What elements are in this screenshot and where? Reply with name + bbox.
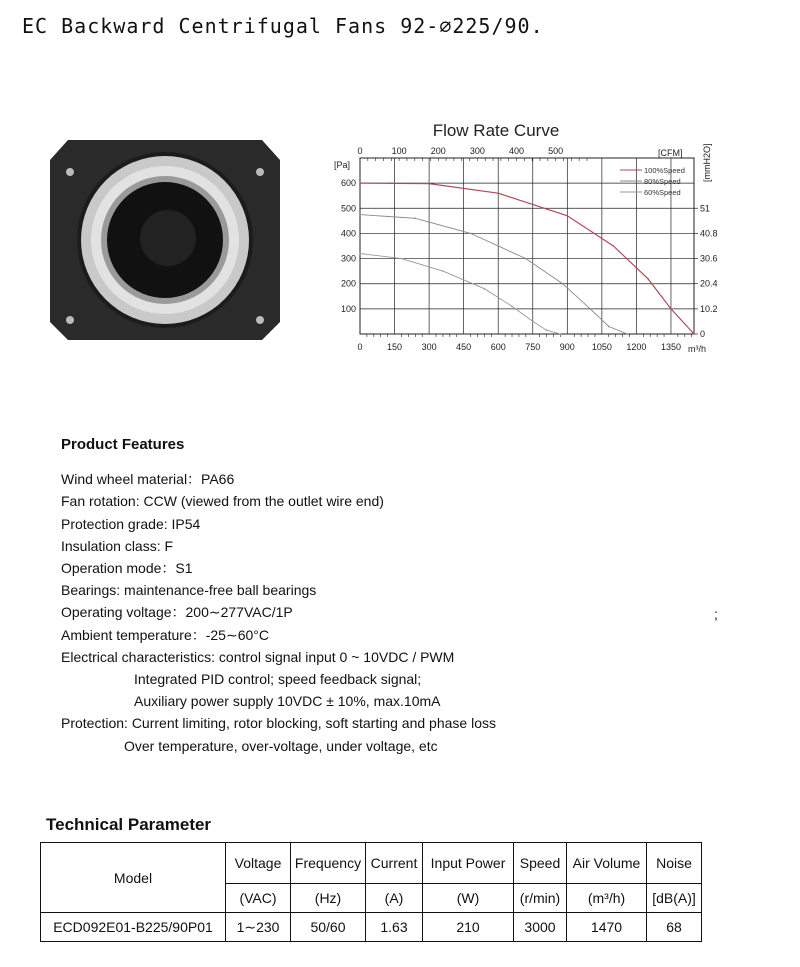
data-point [470, 233, 472, 235]
feature-line: Operating voltage：200∼277VAC/1P [61, 604, 293, 621]
bottom-tick-label: 1200 [626, 342, 647, 352]
data-point [428, 183, 430, 185]
unit-cell: (W) [423, 884, 514, 913]
right-tick-label: 51 [700, 203, 711, 214]
right-tick-label: 10.2 [700, 303, 718, 314]
chart-title: Flow Rate Curve [432, 121, 560, 140]
data-point [532, 321, 534, 323]
fan-photo [50, 140, 280, 340]
bottom-tick-label: 1050 [591, 342, 612, 352]
unit-cell: (m³/h) [567, 884, 647, 913]
data-point [670, 308, 672, 310]
feature-line: Bearings: maintenance-free ball bearings [61, 582, 317, 599]
bottom-tick-label: 300 [421, 342, 437, 352]
top-tick-label: 100 [391, 146, 407, 156]
feature-line: Auxiliary power supply 10VDC ± 10%, max.10mA [134, 693, 441, 710]
legend-60: 60%Speed [644, 188, 681, 197]
unit-cell: [dB(A)] [647, 884, 702, 913]
bottom-tick-label: 750 [525, 342, 541, 352]
col-header: Voltage [226, 843, 291, 884]
bottom-tick-label: 450 [456, 342, 472, 352]
top-tick-label: 400 [509, 146, 525, 156]
left-axis-unit: [Pa] [334, 160, 351, 170]
top-axis-unit: [CFM] [658, 148, 683, 158]
top-tick-label: 0 [357, 146, 363, 156]
model-cell: ECD092E01-B225/90P01 [41, 913, 226, 942]
right-axis-unit: [mmH2O] [702, 143, 712, 182]
right-tick-label: 30.6 [700, 253, 718, 264]
feature-line: Over temperature, over-voltage, under voltage, etc [124, 737, 438, 754]
right-tick-label: 40.8 [700, 228, 718, 239]
model-header: Model [41, 843, 226, 913]
data-cell: 50/60 [291, 913, 366, 942]
data-cell: 1∼230 [226, 913, 291, 942]
page-title: EC Backward Centrifugal Fans 92-⌀225/90. [22, 14, 544, 38]
bottom-tick-label: 900 [559, 342, 575, 352]
data-point [359, 253, 361, 255]
data-point [590, 308, 592, 310]
data-point [401, 258, 403, 260]
table-header-row [41, 843, 702, 884]
feature-line: Operation mode：S1 [61, 560, 193, 577]
feature-line: Fan rotation: CCW (viewed from the outlet wire end) [61, 493, 384, 510]
top-tick-label: 500 [548, 146, 564, 156]
chart-legend [620, 166, 685, 197]
feature-line: Protection: Current limiting, rotor blocking, soft starting and phase loss [61, 715, 496, 732]
feature-line: Wind wheel material：PA66 [61, 471, 235, 488]
feature-line: Integrated PID control; speed feedback signal; [134, 671, 422, 688]
bottom-tick-label: 1350 [660, 342, 681, 352]
bottom-tick-label: 0 [357, 342, 363, 352]
feature-line: Insulation class: F [61, 537, 174, 554]
top-tick-label: 200 [430, 146, 446, 156]
data-cell: 68 [647, 913, 702, 942]
flow-rate-chart [320, 112, 720, 362]
stray-mark: ; [714, 606, 718, 622]
data-point [414, 218, 416, 220]
data-point [693, 333, 695, 335]
bottom-tick-label: 600 [490, 342, 506, 352]
data-point [608, 326, 610, 328]
left-tick-label: 300 [340, 253, 356, 264]
data-point [613, 245, 615, 247]
right-tick-label: 20.4 [700, 278, 718, 289]
data-point [525, 258, 527, 260]
data-point [359, 182, 361, 184]
data-cell: 3000 [514, 913, 567, 942]
col-header: Noise [647, 843, 702, 884]
data-point [442, 270, 444, 272]
data-point [511, 306, 513, 308]
feature-line: Ambient temperature：-25∼60°C [61, 626, 269, 643]
unit-cell: (r/min) [514, 884, 567, 913]
feature-line: Electrical characteristics: control signal input 0 ~ 10VDC / PWM [61, 648, 455, 665]
unit-cell: (Hz) [291, 884, 366, 913]
product-features [61, 434, 496, 757]
data-point [546, 329, 548, 331]
table-row [41, 913, 702, 942]
top-tick-label: 300 [469, 146, 485, 156]
series-line-1 [360, 215, 627, 334]
left-tick-label: 200 [340, 278, 356, 289]
bottom-tick-label: 150 [387, 342, 403, 352]
series-line-2 [360, 254, 560, 335]
unit-cell: (A) [366, 884, 423, 913]
col-header: Current [366, 843, 423, 884]
data-cell: 210 [423, 913, 514, 942]
col-header: Input Power [423, 843, 514, 884]
data-point [647, 278, 649, 280]
col-header: Frequency [291, 843, 366, 884]
data-cell: 1.63 [366, 913, 423, 942]
data-point [560, 333, 562, 335]
col-header: Air Volume [567, 843, 647, 884]
technical-heading: Technical Parameter [46, 815, 212, 834]
legend-100: 100%Speed [644, 166, 685, 175]
right-tick-label: 0 [700, 329, 706, 339]
feature-line: Protection grade: IP54 [61, 515, 201, 532]
data-point [567, 215, 569, 217]
technical-table [40, 842, 702, 942]
bottom-axis-unit: m³/h [688, 344, 706, 354]
col-header: Speed [514, 843, 567, 884]
legend-80: 80%Speed [644, 177, 681, 186]
left-tick-label: 600 [340, 178, 356, 189]
left-tick-label: 400 [340, 228, 356, 239]
unit-cell: (VAC) [226, 884, 291, 913]
data-point [359, 214, 361, 216]
data-point [497, 192, 499, 194]
left-tick-label: 100 [340, 303, 356, 314]
data-cell: 1470 [567, 913, 647, 942]
data-point [562, 283, 564, 285]
left-tick-label: 500 [340, 203, 356, 214]
features-heading: Product Features [61, 436, 185, 453]
data-point [626, 333, 628, 335]
data-point [484, 288, 486, 290]
